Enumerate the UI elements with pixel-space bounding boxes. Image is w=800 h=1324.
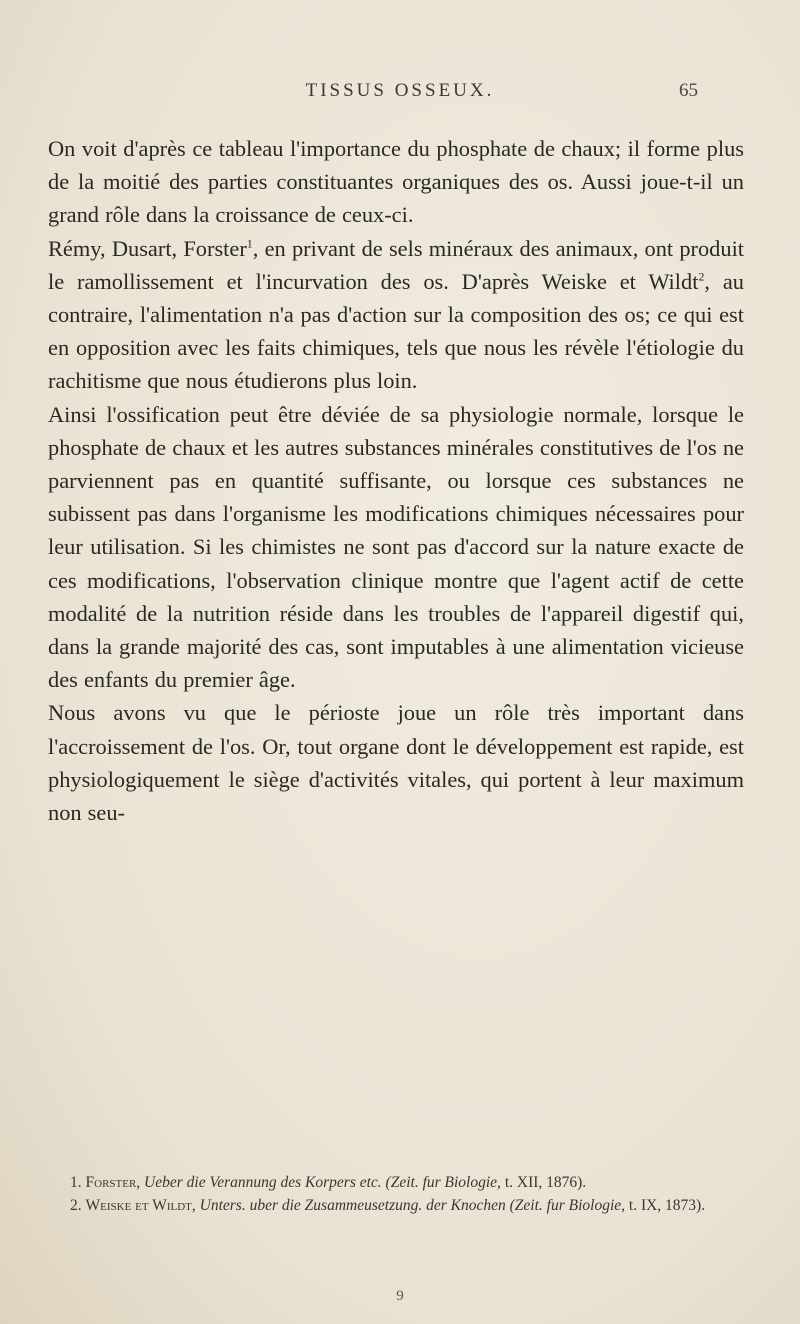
paragraph-1: On voit d'après ce tableau l'importance du phosphate de chaux; il forme plus de la moitié des parties constituantes organiques des os. Aussi joue-t-il un grand rôle dans la croissance de ceux-ci. xyxy=(48,136,744,228)
paragraph-2-part-b: , en privant de sels minéraux des animaux, ont produit le ramollissement et l'incurvation des os. D'après Weiske et Wildt xyxy=(48,235,745,294)
paragraph-2-part-c: , au contraire, l'alimentation n'a pas d'action sur la composition des os; ce qui est en opposition avec les faits chimiques, tels que nous les révèle l'étiologie du rachitisme que nous étudierons plus loin. xyxy=(48,268,744,394)
footnote-2-author: Weiske et Wildt, xyxy=(85,1197,196,1214)
footnote-1-number: 1. xyxy=(70,1174,82,1191)
footnote-2-rest: t. IX, 1873). xyxy=(628,1197,706,1214)
footnote-2-number: 2. xyxy=(70,1197,82,1214)
paragraph-2 xyxy=(48,232,744,398)
footnote-2-journal: (Zeit. fur Biologie, xyxy=(509,1197,626,1214)
paragraph-2-part-a: Rémy, Dusart, Forster xyxy=(48,235,247,261)
running-title: TISSUS OSSEUX. xyxy=(305,80,495,101)
footnote-2-title: Unters. uber die Zusammeusetzung. der Knochen xyxy=(199,1197,506,1214)
paragraph-3: Ainsi l'ossification peut être déviée de sa physiologie normale, lorsque le phosphate de chaux et les autres substances minérales constitutives de l'os ne parviennent pas en quantité suffisante, ou lorsque ces substances ne subissent pas dans l'organisme les modifications chimiques nécessaires pour leur utilisation. Si les chimistes ne sont pas d'accord sur la nature exacte de ces modifications, l'observation clinique montre que l'agent actif de cette modalité de la nutrition réside dans les troubles de l'appareil digestif qui, dans la grande majorité des cas, sont imputables à une alimentation vicieuse des enfants du premier âge. xyxy=(48,401,744,693)
running-head xyxy=(0,76,800,112)
footnote-1 xyxy=(48,1172,744,1193)
footnote-ref-2[interactable]: 2 xyxy=(698,269,705,284)
page-number: 65 xyxy=(679,80,698,101)
footnote-2 xyxy=(48,1195,744,1216)
body-text xyxy=(48,132,744,829)
footnotes xyxy=(48,1172,744,1218)
footnote-ref-1[interactable]: 1 xyxy=(246,236,253,251)
footnote-1-journal: (Zeit. fur Biologie, xyxy=(385,1174,501,1191)
footnote-1-title: Ueber die Verannung des Korpers etc. xyxy=(144,1174,382,1191)
paragraph-4: Nous avons vu que le périoste joue un rôle très important dans l'accroissement de l'os. Or, tout organe dont le développement est rapide, est physiologiquement le siège d'activités vitales, qui portent à leur maximum non seu- xyxy=(48,700,744,826)
signature-mark: 9 xyxy=(396,1288,404,1304)
footnote-1-rest: t. XII, 1876). xyxy=(504,1174,587,1191)
footnote-1-author: Forster, xyxy=(85,1174,141,1191)
